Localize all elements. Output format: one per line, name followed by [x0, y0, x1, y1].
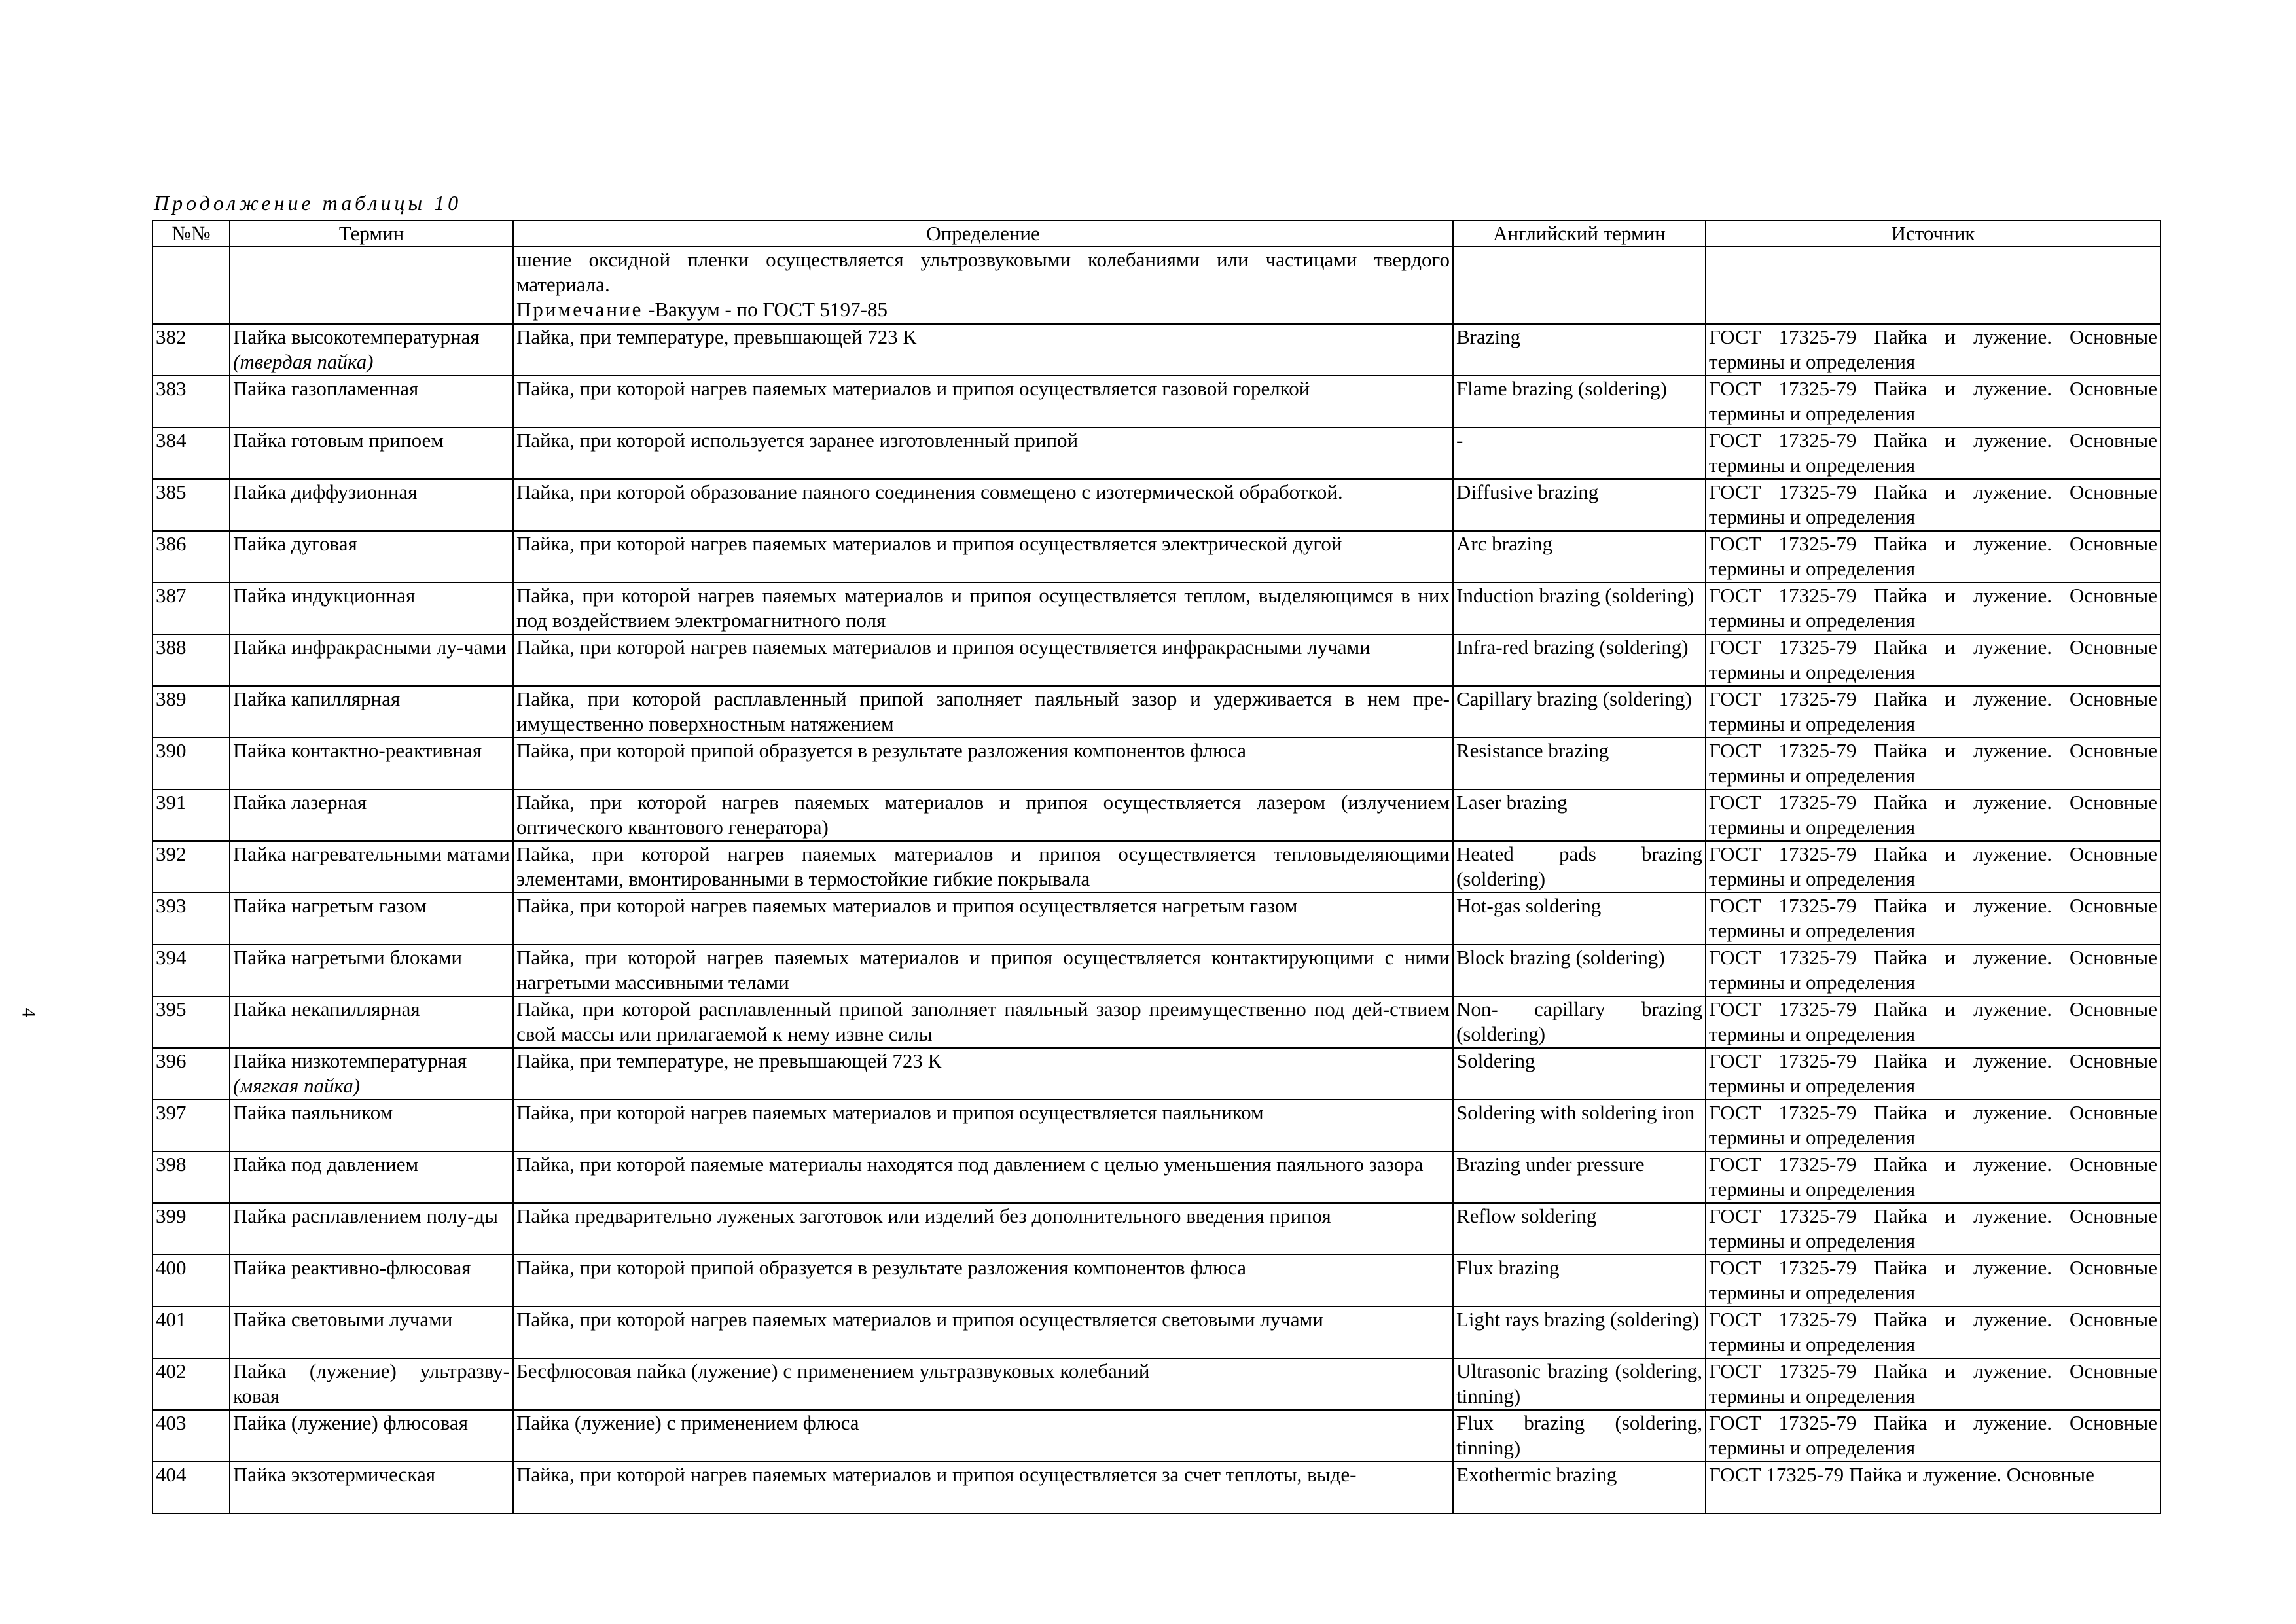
- row-english-term: [1453, 1307, 1706, 1358]
- table-row: [152, 479, 2161, 531]
- row-english-term: [1453, 531, 1706, 583]
- row-num-text: 385: [156, 480, 187, 503]
- row-source: [1706, 1048, 2161, 1100]
- row-term-text: Пайка (лужение) ультразву-ковая: [233, 1360, 510, 1407]
- row-definition: [513, 634, 1453, 686]
- row-source: [1706, 479, 2161, 531]
- row-definition-text: Пайка, при которой припой образуется в результате разложения компонентов флюса: [516, 739, 1247, 762]
- row-source-text: ГОСТ 17325-79 Пайка и лужение. Основные термины и определения: [1709, 687, 2157, 735]
- row-english-term-text: Brazing: [1456, 325, 1521, 348]
- row-source: [1706, 789, 2161, 841]
- row-term: [230, 1255, 513, 1307]
- row-num: [152, 376, 230, 427]
- row-term-text: Пайка расплавлением полу-ды: [233, 1204, 499, 1227]
- row-english-term-text: Capillary brazing (soldering): [1456, 687, 1692, 710]
- table-row: [152, 1203, 2161, 1255]
- row-english-term-text: Flux brazing (soldering, tinning): [1456, 1411, 1702, 1459]
- row-num-text: 387: [156, 584, 187, 607]
- continuation-definition-text: шение оксидной пленки осуществляется ультрозвуковыми колебаниями или частицами твердого материала.: [516, 248, 1450, 296]
- row-english-term: [1453, 1462, 1706, 1513]
- row-source-text: ГОСТ 17325-79 Пайка и лужение. Основные термины и определения: [1709, 636, 2157, 683]
- row-source-text: ГОСТ 17325-79 Пайка и лужение. Основные термины и определения: [1709, 377, 2157, 425]
- row-english-term-text: Soldering: [1456, 1049, 1535, 1072]
- row-source: [1706, 583, 2161, 634]
- row-definition-text: Пайка, при которой нагрев паяемых материалов и припоя осуществляется инфракрасными лучами: [516, 636, 1371, 659]
- row-definition-text: Пайка предварительно луженых заготовок или изделий без дополнительного введения припоя: [516, 1204, 1331, 1227]
- row-num-text: 396: [156, 1049, 187, 1072]
- row-term: [230, 686, 513, 738]
- row-source-text: ГОСТ 17325-79 Пайка и лужение. Основные термины и определения: [1709, 1256, 2157, 1304]
- row-definition: [513, 738, 1453, 789]
- row-english-term: [1453, 1410, 1706, 1462]
- header-term: Термин: [230, 221, 513, 247]
- page-number: 4: [18, 1007, 40, 1018]
- row-source-text: ГОСТ 17325-79 Пайка и лужение. Основные термины и определения: [1709, 429, 2157, 477]
- row-term-text: Пайка лазерная: [233, 791, 367, 814]
- row-term: [230, 841, 513, 893]
- row-term-note: (твердая пайка): [233, 350, 374, 373]
- row-definition-text: Пайка, при которой припой образуется в результате разложения компонентов флюса: [516, 1256, 1247, 1279]
- row-english-term: [1453, 945, 1706, 996]
- row-english-term-text: Heated pads brazing (soldering): [1456, 842, 1702, 890]
- row-num: [152, 789, 230, 841]
- row-num-text: 382: [156, 325, 187, 348]
- row-definition-text: Пайка, при которой паяемые материалы находятся под давлением с целью уменьшения паяльного зазора: [516, 1153, 1424, 1176]
- table-row: [152, 1462, 2161, 1513]
- row-source-text: ГОСТ 17325-79 Пайка и лужение. Основные термины и определения: [1709, 998, 2157, 1045]
- row-source-text: ГОСТ 17325-79 Пайка и лужение. Основные: [1709, 1463, 2094, 1486]
- row-source: [1706, 841, 2161, 893]
- row-source-text: ГОСТ 17325-79 Пайка и лужение. Основные термины и определения: [1709, 1360, 2157, 1407]
- row-num: [152, 324, 230, 376]
- row-definition: [513, 1048, 1453, 1100]
- row-definition-text: Пайка, при температуре, превышающей 723 К: [516, 325, 917, 348]
- row-term-text: Пайка высокотемпературная: [233, 325, 480, 348]
- row-english-term: [1453, 893, 1706, 945]
- row-num: [152, 1410, 230, 1462]
- row-definition: [513, 893, 1453, 945]
- row-source: [1706, 1203, 2161, 1255]
- row-num-text: 391: [156, 791, 187, 814]
- row-num: [152, 738, 230, 789]
- row-num: [152, 1151, 230, 1203]
- continuation-source: [1706, 247, 2161, 324]
- row-source-text: ГОСТ 17325-79 Пайка и лужение. Основные термины и определения: [1709, 791, 2157, 839]
- row-definition-text: Пайка, при которой нагрев паяемых материалов и припоя осуществляется контактирующими с ними нагретыми массивными телами: [516, 946, 1450, 994]
- table-row: [152, 1048, 2161, 1100]
- row-term: [230, 1048, 513, 1100]
- row-num-text: 383: [156, 377, 187, 400]
- row-source: [1706, 376, 2161, 427]
- note-label: Примечание: [516, 298, 643, 321]
- row-source: [1706, 1358, 2161, 1410]
- row-definition: [513, 376, 1453, 427]
- row-term-text: Пайка некапиллярная: [233, 998, 420, 1020]
- row-english-term-text: Reflow soldering: [1456, 1204, 1597, 1227]
- row-num: [152, 479, 230, 531]
- row-definition-text: Пайка, при которой нагрев паяемых материалов и припоя осуществляется паяльником: [516, 1101, 1264, 1124]
- row-term-text: Пайка индукционная: [233, 584, 416, 607]
- row-term-text: Пайка капиллярная: [233, 687, 401, 710]
- row-english-term: [1453, 738, 1706, 789]
- row-definition-text: Пайка, при которой нагрев паяемых материалов и припоя осуществляется нагретым газом: [516, 894, 1298, 917]
- row-term: [230, 634, 513, 686]
- row-term-text: Пайка диффузионная: [233, 480, 418, 503]
- row-source-text: ГОСТ 17325-79 Пайка и лужение. Основные термины и определения: [1709, 1308, 2157, 1356]
- row-num: [152, 1100, 230, 1151]
- row-term-text: Пайка (лужение) флюсовая: [233, 1411, 468, 1434]
- row-english-term: [1453, 841, 1706, 893]
- continuation-term: [230, 247, 513, 324]
- row-term-text: Пайка экзотермическая: [233, 1463, 435, 1486]
- row-num: [152, 996, 230, 1048]
- table-row: [152, 583, 2161, 634]
- row-definition-text: Пайка, при которой нагрев паяемых материалов и припоя осуществляется лазером (излучением оптического квантового генератора): [516, 791, 1450, 839]
- row-definition-text: Пайка, при которой нагрев паяемых материалов и припоя осуществляется электрической дугой: [516, 532, 1342, 555]
- row-definition-text: Бесфлюсовая пайка (лужение) с применением ультразвуковых колебаний: [516, 1360, 1150, 1382]
- row-term: [230, 324, 513, 376]
- row-term: [230, 479, 513, 531]
- row-num-text: 384: [156, 429, 187, 452]
- row-english-term: [1453, 427, 1706, 479]
- header-num: №№: [152, 221, 230, 247]
- table-row: [152, 427, 2161, 479]
- row-definition: [513, 583, 1453, 634]
- row-source: [1706, 738, 2161, 789]
- row-definition: [513, 1255, 1453, 1307]
- row-definition: [513, 1100, 1453, 1151]
- row-term: [230, 1410, 513, 1462]
- note-text: -Вакуум - по ГОСТ 5197-85: [643, 298, 888, 321]
- row-num: [152, 893, 230, 945]
- row-definition-text: Пайка, при которой нагрев паяемых материалов и припоя осуществляется за счет теплоты, выде-: [516, 1463, 1357, 1486]
- row-num-text: 395: [156, 998, 187, 1020]
- row-num-text: 392: [156, 842, 187, 865]
- row-term: [230, 1462, 513, 1513]
- row-term: [230, 1358, 513, 1410]
- row-term: [230, 531, 513, 583]
- row-english-term: [1453, 324, 1706, 376]
- row-num-text: 399: [156, 1204, 187, 1227]
- table-row: [152, 634, 2161, 686]
- row-term-text: Пайка дуговая: [233, 532, 357, 555]
- row-term-text: Пайка низкотемпературная: [233, 1049, 467, 1072]
- row-source-text: ГОСТ 17325-79 Пайка и лужение. Основные термины и определения: [1709, 1101, 2157, 1149]
- row-definition-text: Пайка, при которой нагрев паяемых материалов и припоя осуществляется световыми лучами: [516, 1308, 1323, 1331]
- row-source-text: ГОСТ 17325-79 Пайка и лужение. Основные термины и определения: [1709, 739, 2157, 787]
- row-definition: [513, 479, 1453, 531]
- row-english-term: [1453, 1358, 1706, 1410]
- row-definition: [513, 1151, 1453, 1203]
- row-definition-text: Пайка, при которой нагрев паяемых материалов и припоя осуществляется газовой горелкой: [516, 377, 1310, 400]
- row-source: [1706, 1151, 2161, 1203]
- continuation-definition: [513, 247, 1453, 324]
- row-english-term-text: Infra-red brazing (soldering): [1456, 636, 1689, 659]
- row-num-text: 389: [156, 687, 187, 710]
- table-row: [152, 841, 2161, 893]
- row-source: [1706, 1410, 2161, 1462]
- row-definition: [513, 1307, 1453, 1358]
- row-term: [230, 945, 513, 996]
- row-num: [152, 841, 230, 893]
- row-definition: [513, 686, 1453, 738]
- row-definition: [513, 427, 1453, 479]
- row-num-text: 400: [156, 1256, 187, 1279]
- row-definition-text: Пайка, при температуре, не превышающей 723 К: [516, 1049, 942, 1072]
- row-source-text: ГОСТ 17325-79 Пайка и лужение. Основные термины и определения: [1709, 584, 2157, 632]
- row-source: [1706, 1307, 2161, 1358]
- row-english-term-text: Flux brazing: [1456, 1256, 1560, 1279]
- row-definition-text: Пайка, при которой образование паяного соединения совмещено с изотермической обработкой.: [516, 480, 1343, 503]
- row-english-term: [1453, 376, 1706, 427]
- row-definition: [513, 1358, 1453, 1410]
- row-definition-text: Пайка, при которой расплавленный припой заполняет паяльный зазор и удерживается в нем пре-имущественно поверхностным натяжением: [516, 687, 1450, 735]
- row-term: [230, 1100, 513, 1151]
- row-definition: [513, 1462, 1453, 1513]
- row-english-term-text: Soldering with soldering iron: [1456, 1101, 1695, 1124]
- row-definition: [513, 945, 1453, 996]
- row-term: [230, 996, 513, 1048]
- row-term: [230, 893, 513, 945]
- row-num: [152, 1307, 230, 1358]
- row-source: [1706, 686, 2161, 738]
- row-definition-text: Пайка, при которой нагрев паяемых материалов и припоя осуществляется тепловыделяющими элементами, вмонтированными в термостойкие гибкие покрывала: [516, 842, 1450, 890]
- row-source: [1706, 1462, 2161, 1513]
- row-num: [152, 583, 230, 634]
- row-num-text: 394: [156, 946, 187, 969]
- row-num: [152, 531, 230, 583]
- row-english-term: [1453, 789, 1706, 841]
- row-source: [1706, 996, 2161, 1048]
- row-english-term-text: Brazing under pressure: [1456, 1153, 1645, 1176]
- row-definition: [513, 1203, 1453, 1255]
- row-term-text: Пайка нагревательными матами: [233, 842, 510, 865]
- row-english-term-text: Induction brazing (soldering): [1456, 584, 1695, 607]
- continuation-num: [152, 247, 230, 324]
- row-term-text: Пайка нагретыми блоками: [233, 946, 463, 969]
- row-num-text: 393: [156, 894, 187, 917]
- row-source-text: ГОСТ 17325-79 Пайка и лужение. Основные термины и определения: [1709, 946, 2157, 994]
- table-row: [152, 789, 2161, 841]
- row-num: [152, 427, 230, 479]
- row-source-text: ГОСТ 17325-79 Пайка и лужение. Основные термины и определения: [1709, 842, 2157, 890]
- row-source: [1706, 634, 2161, 686]
- row-definition: [513, 841, 1453, 893]
- row-english-term-text: Exothermic brazing: [1456, 1463, 1617, 1486]
- table-caption: Продолжение таблицы 10: [154, 191, 462, 215]
- row-source-text: ГОСТ 17325-79 Пайка и лужение. Основные термины и определения: [1709, 1411, 2157, 1459]
- table-row: [152, 996, 2161, 1048]
- table-row: [152, 1151, 2161, 1203]
- row-term: [230, 583, 513, 634]
- row-english-term-text: Hot-gas soldering: [1456, 894, 1602, 917]
- row-num-text: 386: [156, 532, 187, 555]
- row-num: [152, 1255, 230, 1307]
- row-english-term-text: Block brazing (soldering): [1456, 946, 1665, 969]
- row-num-text: 404: [156, 1463, 187, 1486]
- row-english-term: [1453, 1100, 1706, 1151]
- row-num-text: 402: [156, 1360, 187, 1382]
- row-source: [1706, 893, 2161, 945]
- row-definition-text: Пайка, при которой расплавленный припой заполняет паяльный зазор преимущественно под дей-ствием свой массы или прилагаемой к нему извне силы: [516, 998, 1450, 1045]
- row-term-text: Пайка паяльником: [233, 1101, 393, 1124]
- row-term: [230, 738, 513, 789]
- row-term-note: (мягкая пайка): [233, 1074, 361, 1097]
- row-definition: [513, 324, 1453, 376]
- row-english-term-text: Ultrasonic brazing (soldering, tinning): [1456, 1360, 1702, 1407]
- row-num: [152, 1203, 230, 1255]
- row-definition: [513, 531, 1453, 583]
- row-english-term: [1453, 1151, 1706, 1203]
- glossary-table: [152, 220, 2161, 1514]
- header-definition: Определение: [513, 221, 1453, 247]
- row-source: [1706, 1100, 2161, 1151]
- row-english-term: [1453, 634, 1706, 686]
- row-source-text: ГОСТ 17325-79 Пайка и лужение. Основные термины и определения: [1709, 532, 2157, 580]
- row-source: [1706, 531, 2161, 583]
- row-source-text: ГОСТ 17325-79 Пайка и лужение. Основные термины и определения: [1709, 1204, 2157, 1252]
- header-source: Источник: [1706, 221, 2161, 247]
- row-term-text: Пайка готовым припоем: [233, 429, 444, 452]
- row-term-text: Пайка под давлением: [233, 1153, 419, 1176]
- row-num: [152, 1358, 230, 1410]
- row-num-text: 390: [156, 739, 187, 762]
- row-definition: [513, 1410, 1453, 1462]
- table-row: [152, 1410, 2161, 1462]
- row-term: [230, 1203, 513, 1255]
- row-english-term: [1453, 996, 1706, 1048]
- row-source: [1706, 1255, 2161, 1307]
- row-english-term: [1453, 479, 1706, 531]
- table-row: [152, 531, 2161, 583]
- row-source-text: ГОСТ 17325-79 Пайка и лужение. Основные термины и определения: [1709, 1049, 2157, 1097]
- row-source-text: ГОСТ 17325-79 Пайка и лужение. Основные термины и определения: [1709, 325, 2157, 373]
- row-english-term: [1453, 686, 1706, 738]
- row-num-text: 398: [156, 1153, 187, 1176]
- row-term-text: Пайка контактно-реактивная: [233, 739, 482, 762]
- table-row: [152, 1358, 2161, 1410]
- row-english-term-text: Laser brazing: [1456, 791, 1568, 814]
- row-num-text: 401: [156, 1308, 187, 1331]
- header-english: Английский термин: [1453, 221, 1706, 247]
- row-english-term: [1453, 583, 1706, 634]
- table-row: [152, 1255, 2161, 1307]
- table-row: [152, 686, 2161, 738]
- row-term-text: Пайка газопламенная: [233, 377, 419, 400]
- row-english-term-text: Resistance brazing: [1456, 739, 1609, 762]
- row-source: [1706, 427, 2161, 479]
- table-row: [152, 1307, 2161, 1358]
- table-row: [152, 1100, 2161, 1151]
- table-row: [152, 945, 2161, 996]
- row-term: [230, 1151, 513, 1203]
- row-english-term-text: Arc brazing: [1456, 532, 1553, 555]
- row-english-term-text: Diffusive brazing: [1456, 480, 1599, 503]
- table-row: [152, 324, 2161, 376]
- row-english-term-text: Non- capillary brazing (soldering): [1456, 998, 1702, 1045]
- row-term-text: Пайка реактивно-флюсовая: [233, 1256, 471, 1279]
- continuation-row: [152, 247, 2161, 324]
- table-row: [152, 738, 2161, 789]
- row-source-text: ГОСТ 17325-79 Пайка и лужение. Основные термины и определения: [1709, 480, 2157, 528]
- row-definition: [513, 996, 1453, 1048]
- table-row: [152, 376, 2161, 427]
- row-num: [152, 945, 230, 996]
- row-definition: [513, 789, 1453, 841]
- row-term-text: Пайка инфракрасными лу-чами: [233, 636, 507, 659]
- row-num: [152, 1462, 230, 1513]
- row-term: [230, 427, 513, 479]
- row-english-term-text: Flame brazing (soldering): [1456, 377, 1667, 400]
- row-source-text: ГОСТ 17325-79 Пайка и лужение. Основные термины и определения: [1709, 1153, 2157, 1200]
- table-row: [152, 893, 2161, 945]
- row-english-term-text: -: [1456, 429, 1463, 452]
- row-english-term: [1453, 1255, 1706, 1307]
- row-definition-text: Пайка, при которой используется заранее изготовленный припой: [516, 429, 1079, 452]
- row-english-term-text: Light rays brazing (soldering): [1456, 1308, 1700, 1331]
- row-term: [230, 376, 513, 427]
- row-num-text: 388: [156, 636, 187, 659]
- row-num: [152, 686, 230, 738]
- row-source: [1706, 945, 2161, 996]
- row-english-term: [1453, 1203, 1706, 1255]
- row-definition-text: Пайка (лужение) с применением флюса: [516, 1411, 859, 1434]
- header-row: [152, 221, 2161, 247]
- row-definition-text: Пайка, при которой нагрев паяемых материалов и припоя осуществляется теплом, выделяющимся в них под воздействием электромагнитного поля: [516, 584, 1450, 632]
- continuation-english: [1453, 247, 1706, 324]
- row-term: [230, 1307, 513, 1358]
- row-num-text: 403: [156, 1411, 187, 1434]
- row-term: [230, 789, 513, 841]
- row-term-text: Пайка нагретым газом: [233, 894, 427, 917]
- row-source-text: ГОСТ 17325-79 Пайка и лужение. Основные термины и определения: [1709, 894, 2157, 942]
- row-term-text: Пайка световыми лучами: [233, 1308, 453, 1331]
- row-source: [1706, 324, 2161, 376]
- row-num-text: 397: [156, 1101, 187, 1124]
- row-num: [152, 1048, 230, 1100]
- row-english-term: [1453, 1048, 1706, 1100]
- row-num: [152, 634, 230, 686]
